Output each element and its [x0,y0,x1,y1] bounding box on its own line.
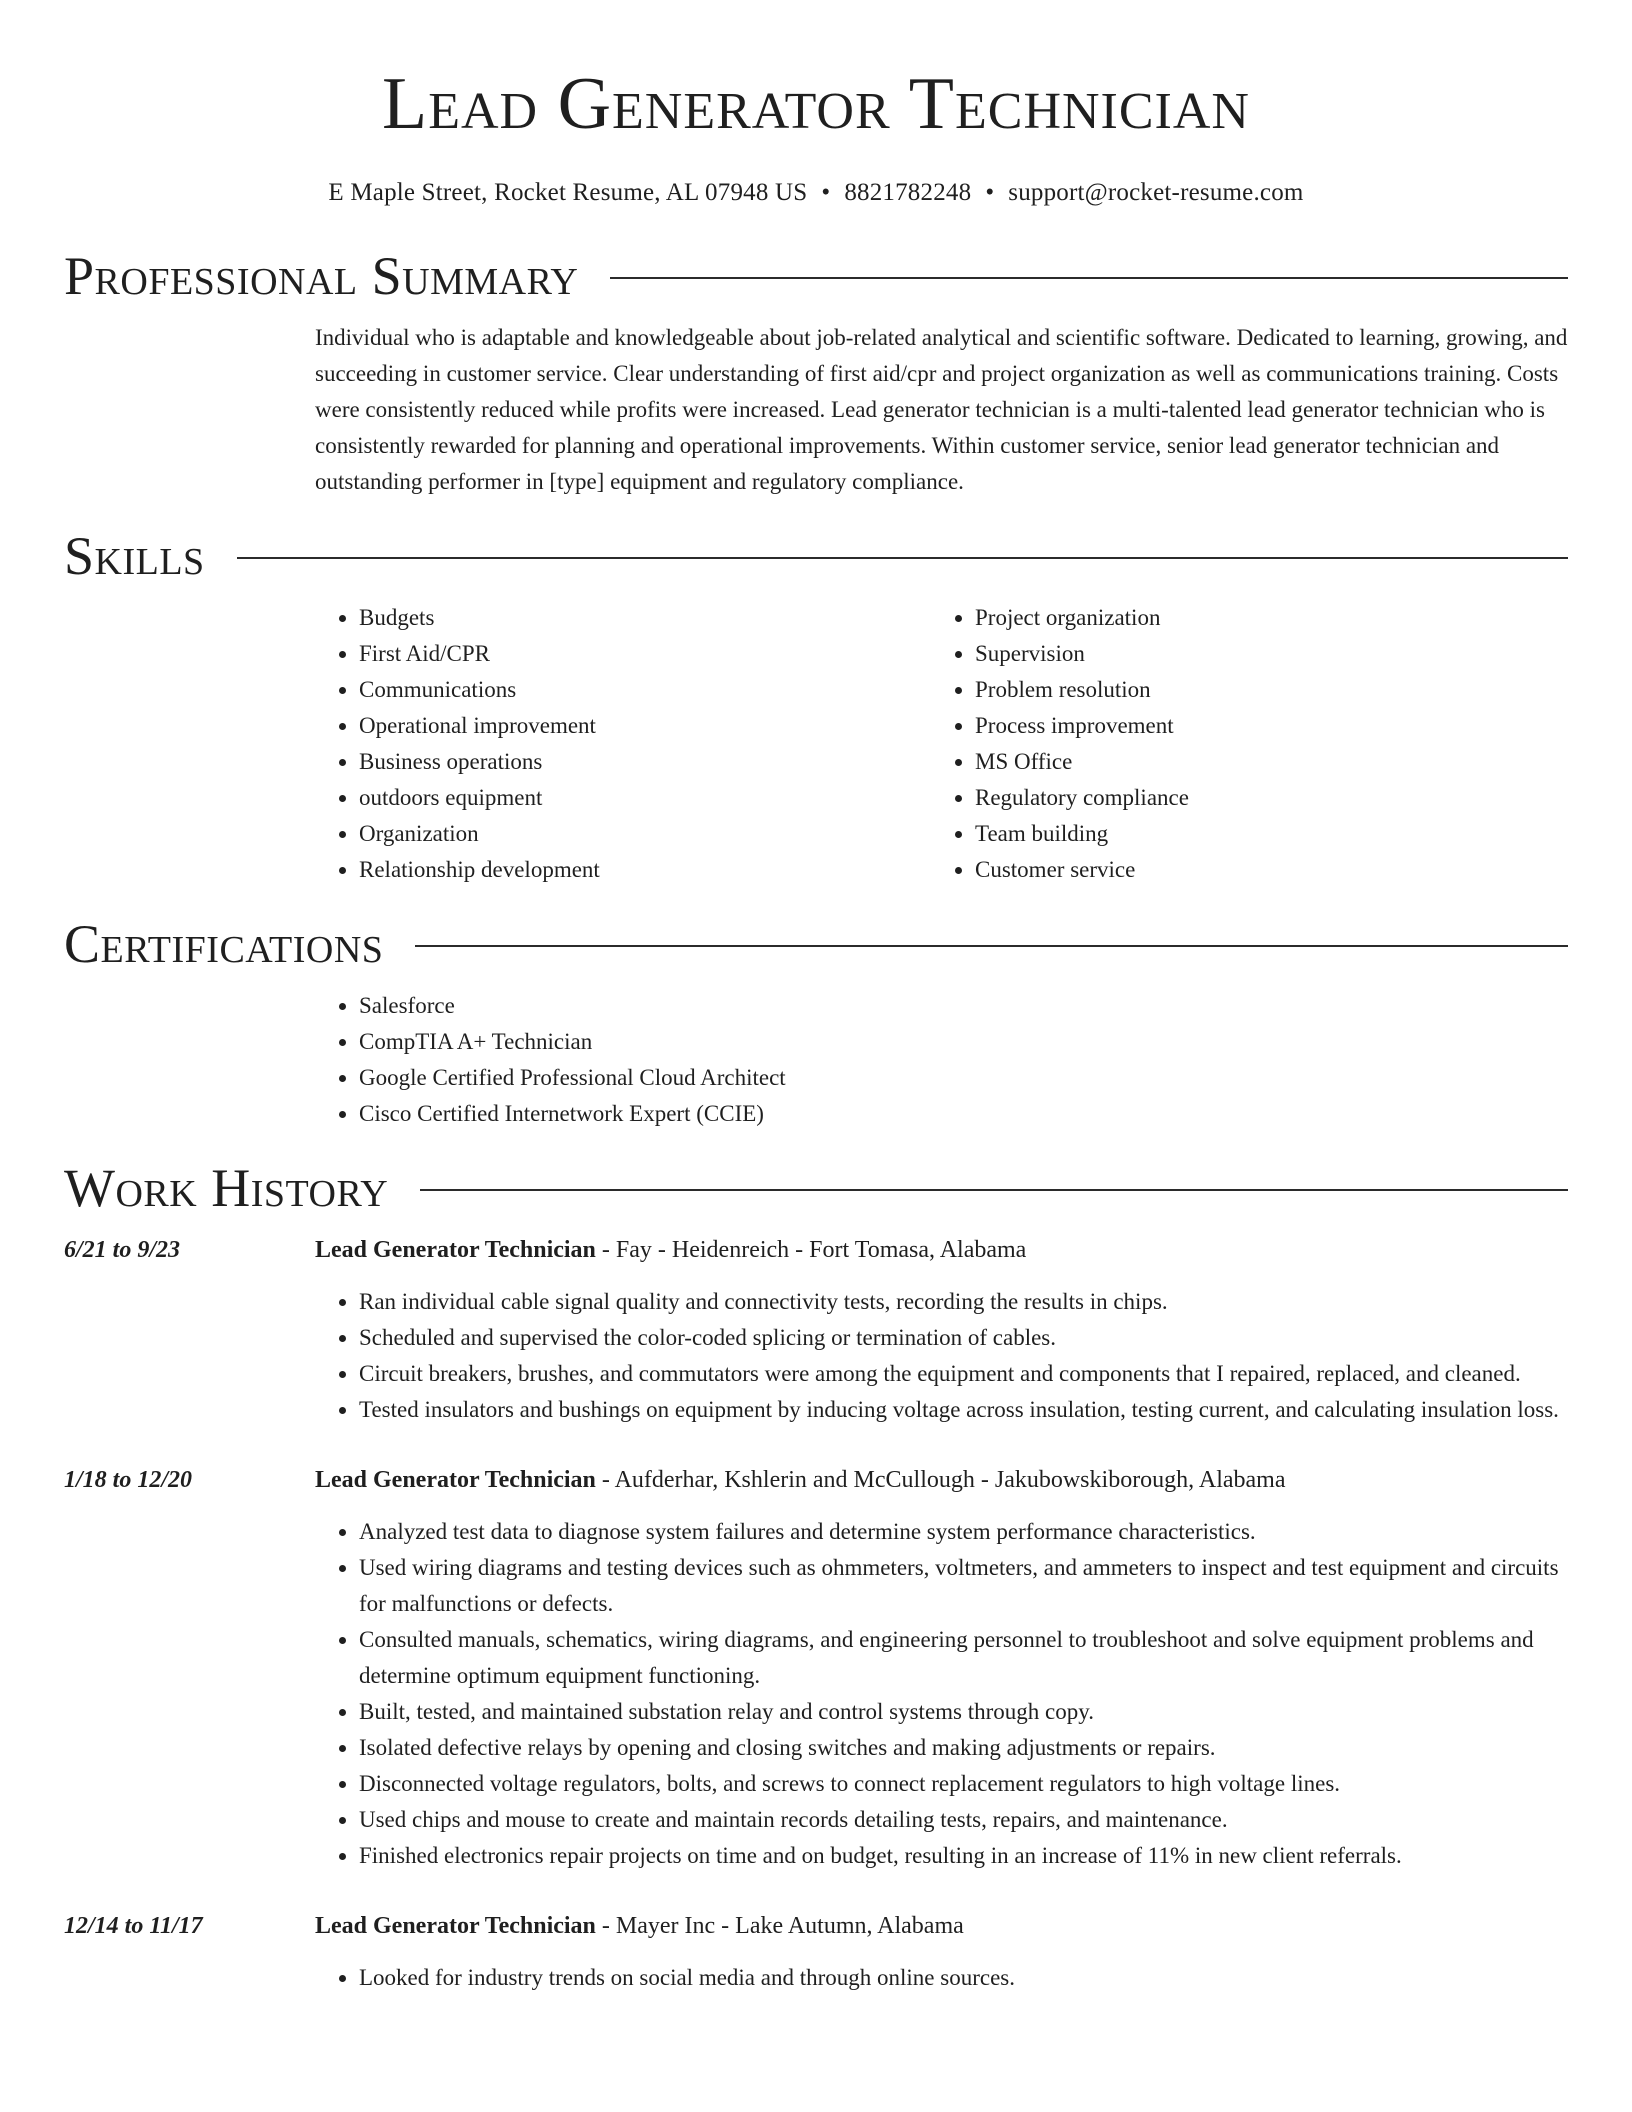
skills-section [64,526,1568,888]
skills-list-left [315,600,931,888]
list-item: • Process improvement [975,708,1547,744]
job-title: Lead Generator Technician [315,1913,596,1939]
list-item: • outdoors equipment [359,780,931,816]
section-heading [64,914,1568,974]
list-item: • Isolated defective relays by opening and closing switches and making adjustments or repairs. [359,1730,1568,1766]
list-item: • Tested insulators and bushings on equipment by inducing voltage across insulation, testing current, and calculating insulation loss. [359,1392,1568,1428]
job-header [64,1462,1568,1498]
section-divider [237,557,1568,559]
section-divider [420,1189,1568,1191]
list-item: • Supervision [975,636,1547,672]
list-item: • Budgets [359,600,931,636]
job-header [64,1232,1568,1268]
skills-column-right [931,600,1547,888]
list-item: • Scheduled and supervised the color-coded splicing or termination of cables. [359,1320,1568,1356]
bullet-separator: • [985,179,995,206]
section-divider [415,945,1568,947]
list-item: • Organization [359,816,931,852]
contact-line [64,178,1568,208]
list-item: • Looked for industry trends on social media and through online sources. [359,1960,1568,1996]
job-title: Lead Generator Technician [315,1237,596,1263]
work-history-section [64,1158,1568,1996]
list-item: • Business operations [359,744,931,780]
list-item: • Cisco Certified Internetwork Expert (CCIE) [359,1096,1568,1132]
section-title-summary: Professional Summary [64,246,579,306]
list-item: • Operational improvement [359,708,931,744]
list-item: • First Aid/CPR [359,636,931,672]
list-item: • Regulatory compliance [975,780,1547,816]
job-entry [64,1232,1568,1428]
job-duties-list [315,1514,1568,1874]
candidate-name: Lead Generator Technician [382,63,1250,145]
list-item: • Communications [359,672,931,708]
skills-column-left [315,600,931,888]
contact-address: E Maple Street, Rocket Resume, AL 07948 US [328,179,808,206]
job-header [64,1908,1568,1944]
skills-grid [315,600,1568,888]
list-item: • Used wiring diagrams and testing devices such as ohmmeters, voltmeters, and ammeters to inspect and test equipment and circuits for malfunctions or defects. [359,1550,1568,1622]
list-item: • Disconnected voltage regulators, bolts, and screws to connect replacement regulators to high voltage lines. [359,1766,1568,1802]
job-employer: - Mayer Inc - Lake Autumn, Alabama [595,1913,964,1939]
list-item: • Project organization [975,600,1547,636]
job-title-line [315,1462,1285,1498]
section-title-certifications: Certifications [64,914,384,974]
job-dates: 6/21 to 9/23 [64,1237,181,1263]
section-divider [610,277,1568,279]
certifications-section [64,914,1568,1132]
list-item: • Customer service [975,852,1547,888]
section-title-work-history: Work History [64,1158,389,1218]
job-entry [64,1908,1568,1996]
list-item: • Ran individual cable signal quality and connectivity tests, recording the results in chips. [359,1284,1568,1320]
bullet-separator: • [821,179,831,206]
list-item: • Finished electronics repair projects on time and on budget, resulting in an increase of 11% in new client referrals. [359,1838,1568,1874]
list-item: • Salesforce [359,988,1568,1024]
section-heading [64,526,1568,586]
skills-list-right [931,600,1547,888]
list-item: • MS Office [975,744,1547,780]
job-employer: - Fay - Heidenreich - Fort Tomasa, Alabama [595,1237,1027,1263]
job-duties-list [315,1284,1568,1428]
list-item: • Analyzed test data to diagnose system failures and determine system performance characteristics. [359,1514,1568,1550]
summary-text: Individual who is adaptable and knowledgeable about job-related analytical and scientific software. Dedicated to learning, growing, and succeeding in customer service. Clear understanding of first aid/cpr and project organization as well as communications training. Costs were consistently reduced while profits were increased. Lead generator technician is a multi-talented lead generator technician who is consistently rewarded for planning and operational improvements. Within customer service, senior lead generator technician and outstanding performer in [type] equipment and regulatory compliance. [315,325,1568,494]
job-title-line [315,1232,1026,1268]
list-item: • Google Certified Professional Cloud Architect [359,1060,1568,1096]
summary-section [64,246,1568,500]
list-item: • Relationship development [359,852,931,888]
job-duties-list [315,1960,1568,1996]
job-entry [64,1462,1568,1874]
list-item: • Team building [975,816,1547,852]
job-dates: 12/14 to 11/17 [64,1913,203,1939]
job-title: Lead Generator Technician [315,1467,596,1493]
contact-phone: 8821782248 [844,179,972,206]
job-employer: - Aufderhar, Kshlerin and McCullough - Jakubowskiborough, Alabama [595,1467,1286,1493]
list-item: • Circuit breakers, brushes, and commutators were among the equipment and components that I repaired, replaced, and cleaned. [359,1356,1568,1392]
certifications-list [315,988,1568,1132]
list-item: • Consulted manuals, schematics, wiring diagrams, and engineering personnel to troubleshoot and solve equipment problems and determine optimum equipment functioning. [359,1622,1568,1694]
section-heading [64,246,1568,306]
list-item: • Built, tested, and maintained substation relay and control systems through copy. [359,1694,1568,1730]
job-title-line [315,1908,964,1944]
contact-email: support@rocket-resume.com [1008,179,1304,206]
job-dates: 1/18 to 12/20 [64,1467,193,1493]
resume-header [64,0,1568,208]
list-item: • CompTIA A+ Technician [359,1024,1568,1060]
resume-page [64,0,1568,1996]
section-heading [64,1158,1568,1218]
list-item: • Problem resolution [975,672,1547,708]
list-item: • Used chips and mouse to create and maintain records detailing tests, repairs, and maintenance. [359,1802,1568,1838]
section-title-skills: Skills [64,526,205,586]
